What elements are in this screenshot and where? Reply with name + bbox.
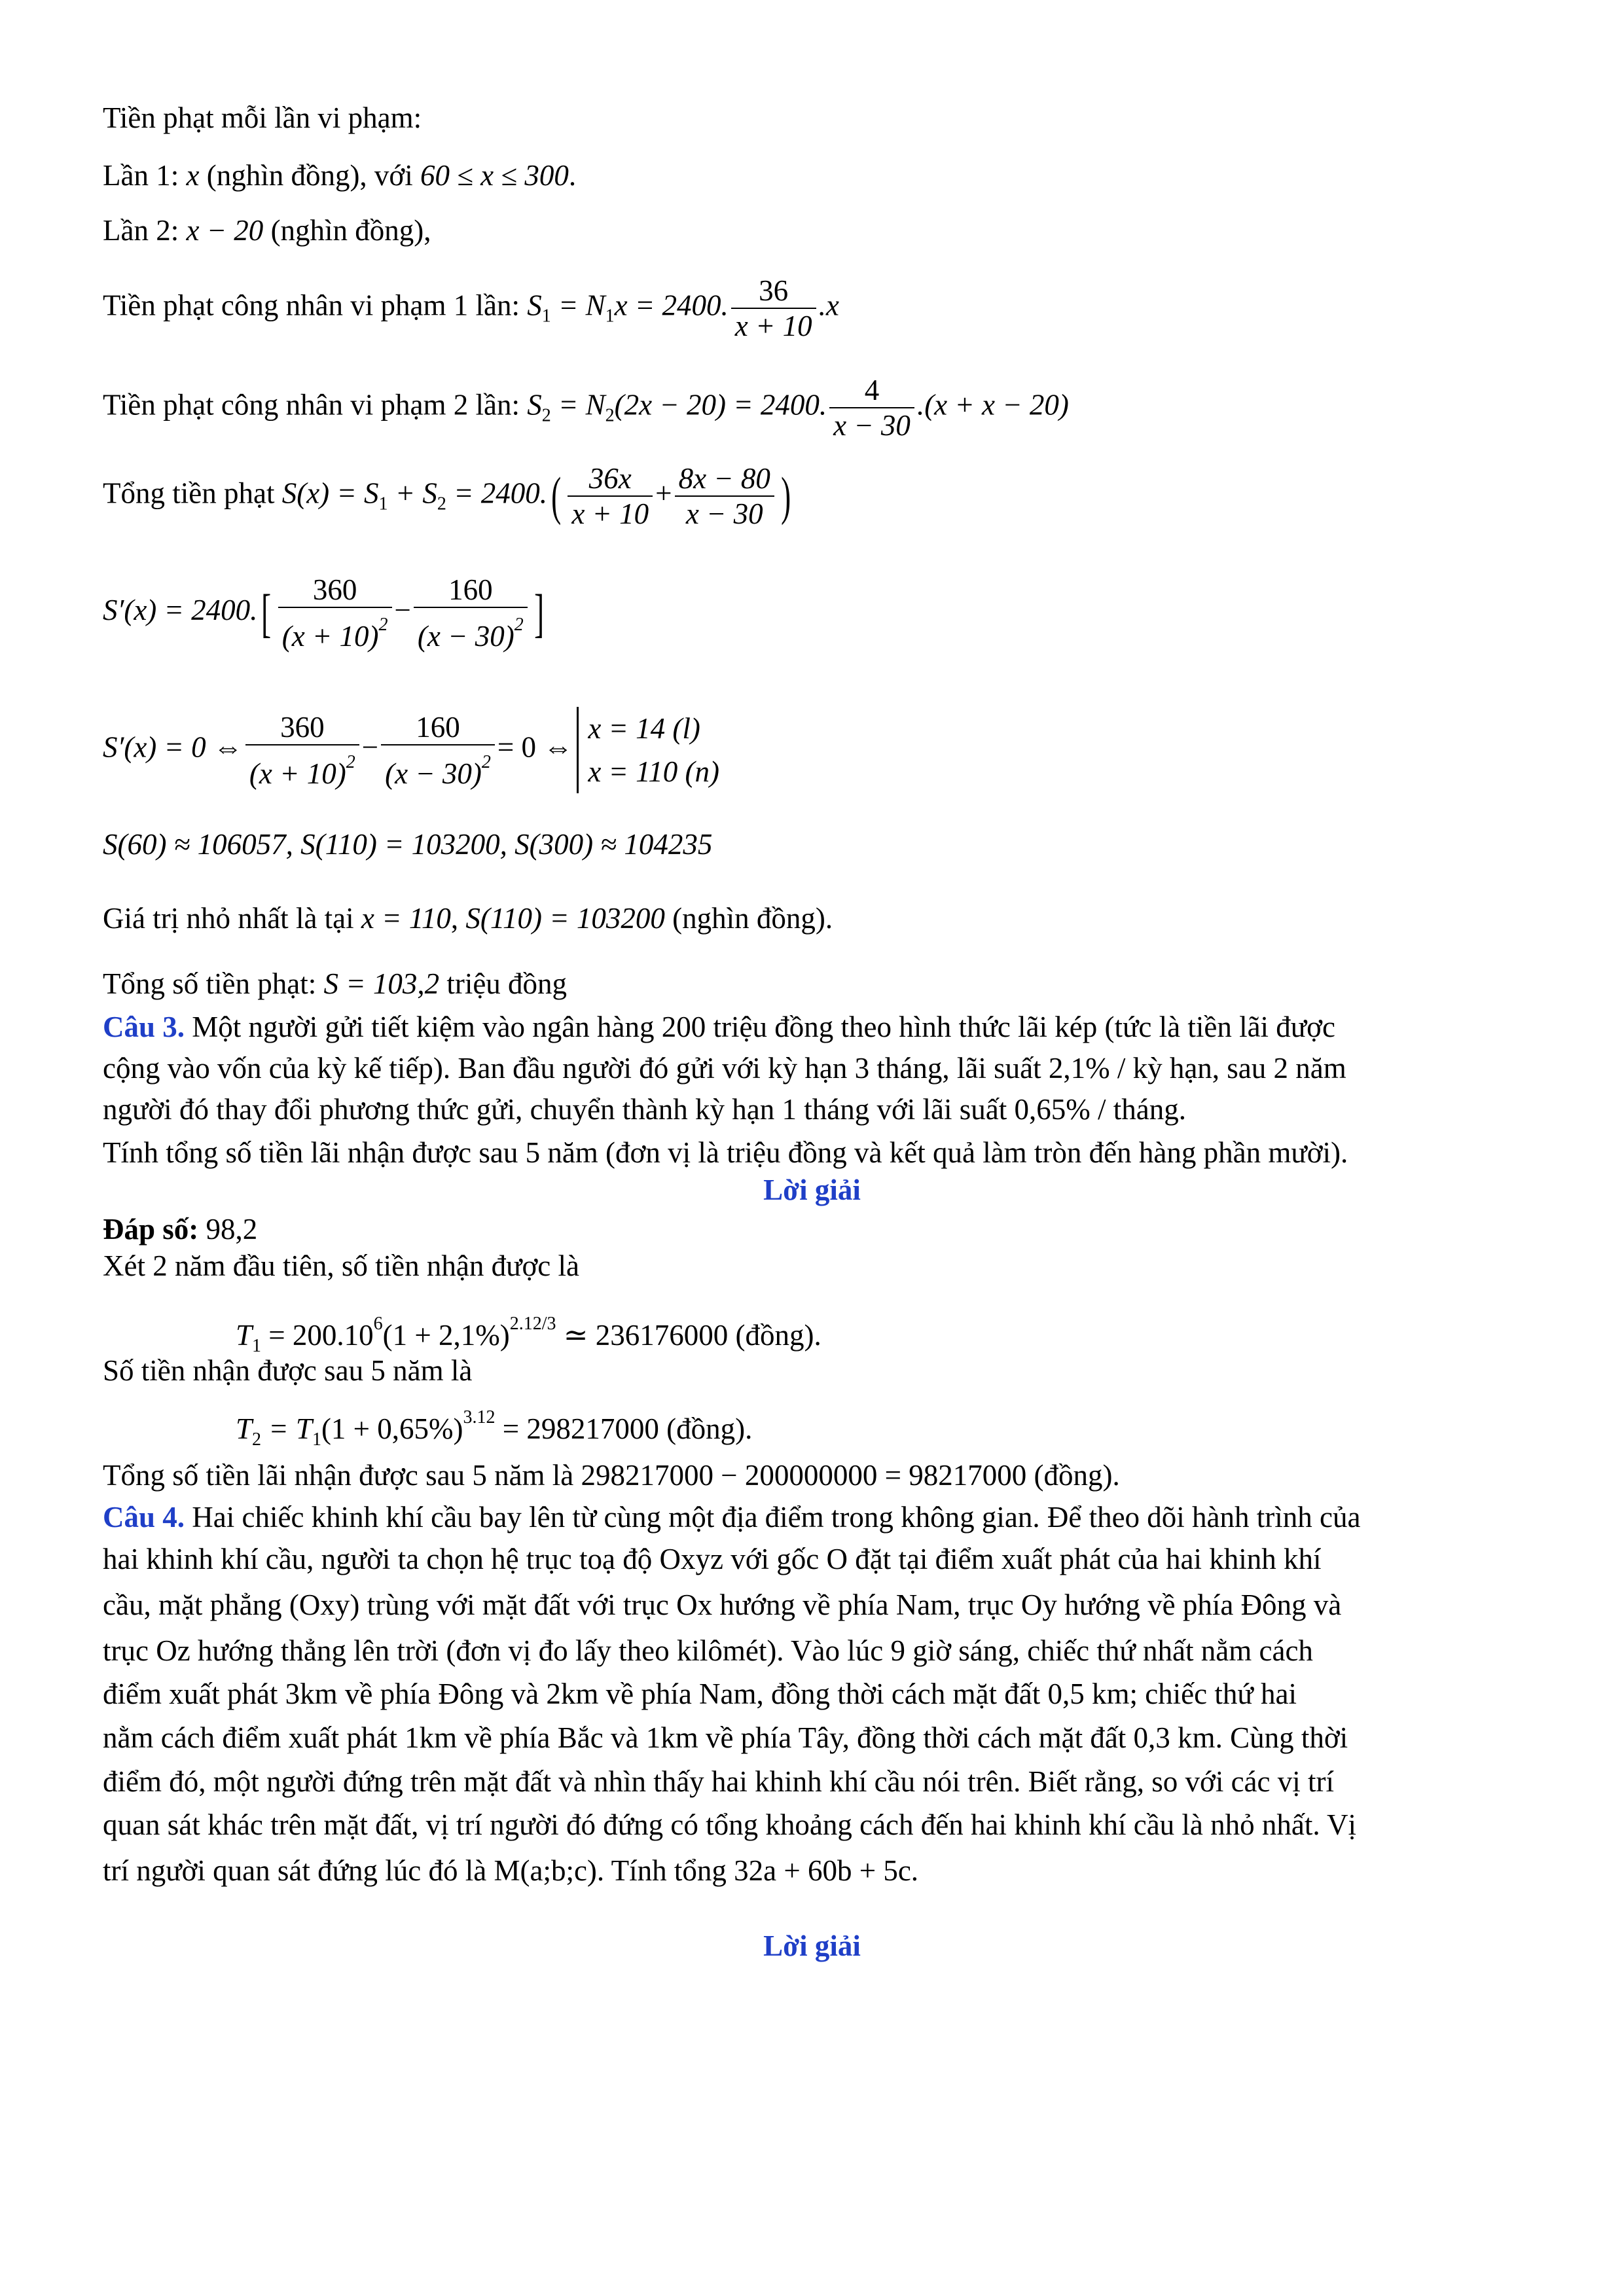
question-3-label: Câu 3. bbox=[103, 1011, 185, 1043]
question-4-line-2: hai khinh khí cầu, người ta chọn hệ trục toạ độ Oxyz với gốc O đặt tại điểm xuất phát của hai khinh khí bbox=[103, 1543, 1322, 1575]
question-4-line-7: điểm đó, một người đứng trên mặt đất và nhìn thấy hai khinh khí cầu nói trên. Biết rằng, so với các vị trí bbox=[103, 1765, 1334, 1798]
formula-s1: Tiền phạt công nhân vi phạm 1 lần: $S_1 = N_1x = 2400$. $\frac{36}{x + 10}$ .x bbox=[103, 274, 839, 342]
question-4-line-3: cầu, mặt phẳng (Oxy) trùng với mặt đất với trục Ox hướng về phía Nam, trục Oy hướng về phía Đông và bbox=[103, 1588, 1342, 1621]
penalty-second: Lần 2: x − 20 (nghìn đồng), bbox=[103, 214, 431, 247]
solution-step-2: Số tiền nhận được sau 5 năm là bbox=[103, 1354, 473, 1387]
formula-t1: $T_1 = 200.10^6(1 + 2,1\%)^{2.12/3}$ ≃ 236176000 (đồng). bbox=[236, 1314, 821, 1356]
question-4-line-1: Câu 4. Hai chiếc khinh khí cầu bay lên từ cùng một địa điểm trong không gian. Để theo dõi hành trình của bbox=[103, 1501, 1361, 1534]
solution-total-interest: Tổng số tiền lãi nhận được sau 5 năm là 298217000 − 200000000 = 98217000 (đồng). bbox=[103, 1459, 1120, 1492]
formula-t2: $T_2 = T_1(1 + 0,65\%)^{3.12} = 298217000$ (đồng). bbox=[236, 1407, 753, 1450]
question-4-line-6: nằm cách điểm xuất phát 1km về phía Bắc và 1km về phía Tây, đồng thời cách mặt đất 0,3 km. Cùng thời bbox=[103, 1721, 1348, 1754]
penalty-first: Lần 1: x (nghìn đồng), với 60 ≤ x ≤ 300. bbox=[103, 159, 577, 192]
solution-title: Lời giải bbox=[763, 1174, 861, 1206]
question-4-line-5: điểm xuất phát 3km về phía Đông và 2km về phía Nam, đồng thời cách mặt đất 0,5 km; chiếc thứ hai bbox=[103, 1677, 1297, 1710]
question-4-line-8: quan sát khác trên mặt đất, vị trí người đó đứng có tổng khoảng cách đến hai khinh khí cầu là nhỏ nhất. Vị bbox=[103, 1808, 1357, 1841]
formula-critical-points: S′(x) = 0 ⇔ $\frac{360}{(x + 10)^2}$ − $\frac{160}{(x - 30)^2}$ = 0 ⇔ x = 14 (l) x = 110 (n) bbox=[103, 707, 719, 793]
question-3-line-2: cộng vào vốn của kỳ kế tiếp). Ban đầu người đó gửi với kỳ hạn 3 tháng, lãi suất 2,1% / kỳ hạn, sau 2 năm bbox=[103, 1052, 1346, 1085]
solution-title-2: Lời giải bbox=[763, 1929, 861, 1962]
penalty-intro: Tiền phạt mỗi lần vi phạm: bbox=[103, 101, 422, 134]
total-penalty: Tổng số tiền phạt: S = 103,2 triệu đồng bbox=[103, 967, 568, 1000]
solution-step-1: Xét 2 năm đầu tiên, số tiền nhận được là bbox=[103, 1249, 579, 1282]
formula-values: S(60) ≈ 106057, S(110) = 103200, S(300) ≈ 104235 bbox=[103, 828, 713, 861]
answer: Đáp số: 98,2 bbox=[103, 1213, 258, 1246]
question-3-line-3: người đó thay đổi phương thức gửi, chuyển thành kỳ hạn 1 tháng với lãi suất 0,65% / tháng. bbox=[103, 1093, 1186, 1126]
question-4-line-4: trục Oz hướng thẳng lên trời (đơn vị đo lấy theo kilômét). Vào lúc 9 giờ sáng, chiếc thứ nhất nằm cách bbox=[103, 1634, 1313, 1667]
formula-s2: Tiền phạt công nhân vi phạm 2 lần: $S_2 = N_2(2x - 20) = 2400$. $\frac{4}{x - 30}$ .(x + x − 20) bbox=[103, 374, 1069, 442]
question-4-label: Câu 4. bbox=[103, 1501, 185, 1534]
question-4-line-9: trí người quan sát đứng lúc đó là M(a;b;c). Tính tổng 32a + 60b + 5c. bbox=[103, 1854, 919, 1887]
formula-derivative: S′(x) = 2400.[ $\frac{360}{(x + 10)^2}$ − $\frac{160}{(x - 30)^2}$ ] bbox=[103, 573, 544, 653]
question-3-line-4: Tính tổng số tiền lãi nhận được sau 5 năm (đơn vị là triệu đồng và kết quả làm tròn đến hàng phần mười). bbox=[103, 1136, 1348, 1169]
formula-total: Tổng tiền phạt $S(x) = S_1 + S_2 = 2400$.( $\frac{36x}{x + 10}$ + $\frac{8x - 80}{x - 30}$ ) bbox=[103, 462, 791, 530]
minimum-statement: Giá trị nhỏ nhất là tại x = 110, S(110) = 103200 (nghìn đồng). bbox=[103, 902, 833, 935]
question-3-line-1: Câu 3. Một người gửi tiết kiệm vào ngân hàng 200 triệu đồng theo hình thức lãi kép (tức là tiền lãi được bbox=[103, 1011, 1335, 1043]
